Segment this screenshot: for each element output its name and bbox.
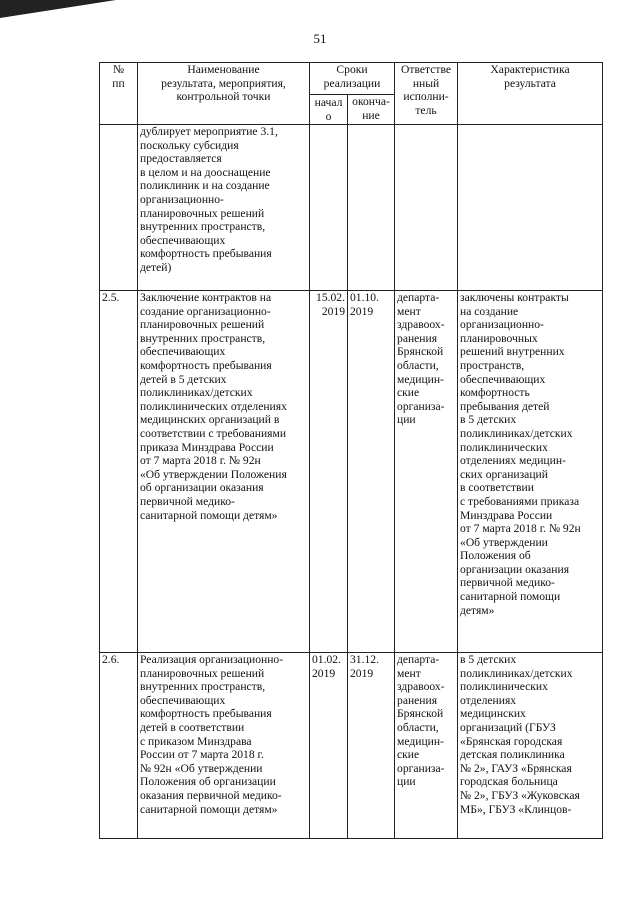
header-responsible: Ответстве нный исполни- тель xyxy=(395,63,458,125)
row-end: 01.10. 2019 xyxy=(348,291,395,653)
row-name: Заключение контрактов на создание организационно- планировочных решений внутренних пространств, обеспечивающих комфортность пребывания детей в 5 детских поликлиниках/детских поликлинических отделениях медицинских организаций в соответствии с требованиями приказа Минздрава России от 7 марта 2018 г. № 92н «Об утверждении Положения об организации оказания первичной медико- санитарной помощи детям» xyxy=(138,291,310,653)
row-start: 01.02. 2019 xyxy=(310,653,348,839)
scan-corner-mark xyxy=(0,0,120,22)
row-responsible: департа- мент здравоох- ранения Брянской области, медицин- ские организа- ции xyxy=(395,291,458,653)
header-end: оконча- ние xyxy=(348,95,395,125)
row-result: в 5 детских поликлиниках/детских поликлинических отделениях медицинских организаций (ГБУЗ «Брянская городская детская поликлиника № 2», ГАУЗ «Брянская городская больница № 2», ГБУЗ «Жуковская МБ», ГБУЗ «Клинцов- xyxy=(458,653,603,839)
row-name: дублирует мероприятие 3.1, поскольку субсидия предоставляется в целом и на дооснащение поликлиник и на создание организационно- планировочных решений внутренних пространств, обеспечивающих комфортность пребывания детей) xyxy=(138,125,310,291)
row-responsible xyxy=(395,125,458,291)
table-row xyxy=(100,125,603,291)
row-start: 15.02. 2019 xyxy=(310,291,348,653)
row-end xyxy=(348,125,395,291)
row-end: 31.12. 2019 xyxy=(348,653,395,839)
table-header-row xyxy=(100,63,603,95)
row-name: Реализация организационно- планировочных решений внутренних пространств, обеспечивающих комфортность пребывания детей в соответствии с приказом Минздрава России от 7 марта 2018 г. № 92н «Об утверждении Положения об организации оказания первичной медико- санитарной помощи детям» xyxy=(138,653,310,839)
row-start xyxy=(310,125,348,291)
row-num: 2.5. xyxy=(100,291,138,653)
table-row xyxy=(100,291,603,653)
header-num: № пп xyxy=(100,63,138,125)
header-start: начало xyxy=(310,95,348,125)
row-num xyxy=(100,125,138,291)
row-result: заключены контракты на создание организационно- планировочных решений внутренних пространств, обеспечивающих комфортность пребывания детей в 5 детских поликлиниках/детских поликлинических отделениях медицин- ских организаций в соответствии с требованиями приказа Минздрава России от 7 марта 2018 г. № 92н «Об утверждении Положения об организации оказания первичной медико- санитарной помощи детям» xyxy=(458,291,603,653)
header-result: Характеристика результата xyxy=(458,63,603,125)
activities-table xyxy=(99,62,603,839)
table-row xyxy=(100,653,603,839)
row-num: 2.6. xyxy=(100,653,138,839)
row-responsible: департа- мент здравоох- ранения Брянской области, медицин- ские организа- ции xyxy=(395,653,458,839)
page-number: 51 xyxy=(313,31,327,46)
row-result xyxy=(458,125,603,291)
header-dates: Сроки реализации xyxy=(310,63,395,95)
header-name: Наименование результата, мероприятия, контрольной точки xyxy=(138,63,310,125)
